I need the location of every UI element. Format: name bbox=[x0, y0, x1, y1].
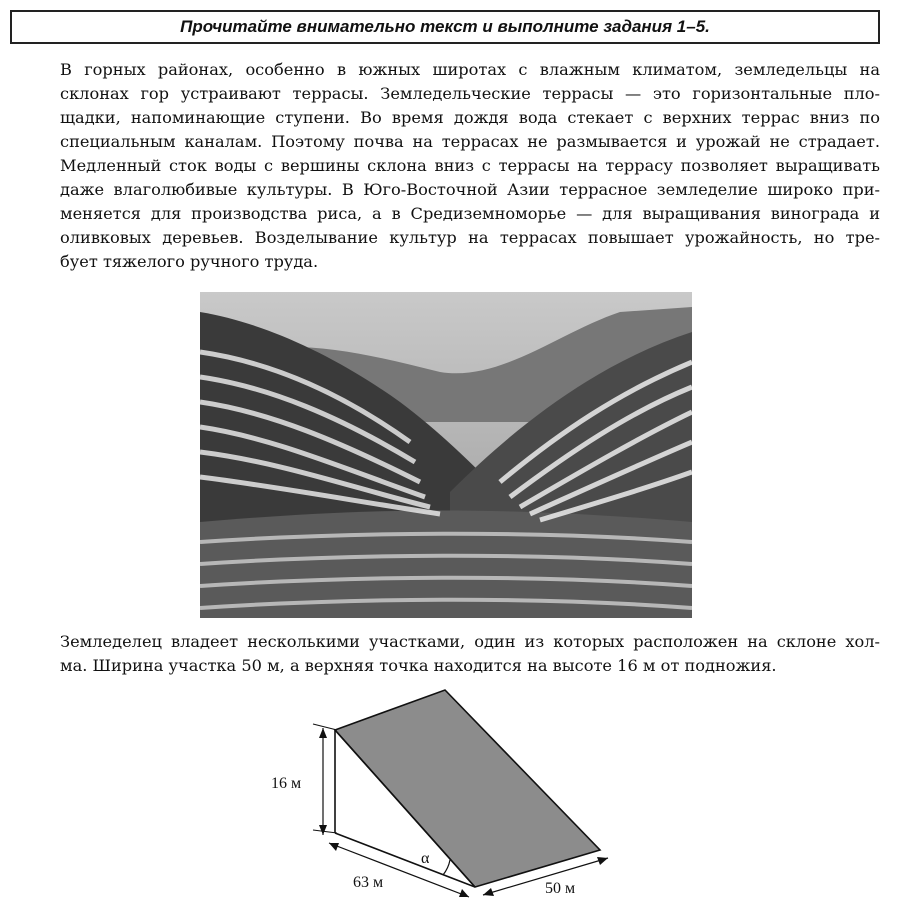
text-line: меняется для производства риса, а в Средиземноморье — для выращивания винограда и bbox=[60, 204, 880, 223]
arrowhead bbox=[483, 888, 494, 896]
text-line: оливковых деревьев. Возделывание культур на террасах повышает урожайность, но тре- bbox=[60, 228, 880, 247]
slope-diagram bbox=[255, 680, 655, 900]
terrace-photo bbox=[200, 292, 692, 618]
text-line: бует тяжелого ручного труда. bbox=[60, 252, 319, 271]
width-label: 50 м bbox=[545, 880, 576, 897]
task-paragraph bbox=[60, 630, 880, 678]
text-line: щадки, напоминающие ступени. Во время дождя вода стекает с верхних террас вниз по bbox=[60, 108, 880, 127]
text-line: даже влаголюбивые культуры. В Юго-Восточной Азии террасное земледелие широко при- bbox=[60, 180, 880, 199]
text-line: ма. Ширина участка 50 м, а верхняя точка находится на высоте 16 м от подножия. bbox=[60, 656, 777, 675]
arrowhead bbox=[319, 728, 327, 738]
extension-line bbox=[313, 830, 337, 833]
terrace-photo-image bbox=[200, 292, 692, 618]
arrowhead bbox=[329, 843, 339, 851]
angle-arc bbox=[443, 860, 450, 875]
height-label: 16 м bbox=[271, 775, 302, 792]
arrowhead bbox=[597, 857, 608, 865]
text-line: Земледелец владеет несколькими участками, один из которых расположен на склоне хол- bbox=[60, 632, 880, 651]
instruction-title: Прочитайте внимательно текст и выполните задания 1–5. bbox=[180, 17, 710, 36]
arrowhead bbox=[319, 825, 327, 835]
angle-label: α bbox=[421, 850, 430, 867]
plot-surface bbox=[335, 690, 600, 887]
text-line: специальным каналам. Поэтому почва на террасах не размывается и урожай не страдает. bbox=[60, 132, 880, 151]
intro-paragraph bbox=[60, 58, 880, 274]
arrowhead bbox=[459, 889, 469, 897]
instruction-header bbox=[10, 10, 880, 44]
text-line: В горных районах, особенно в южных широтах с влажным климатом, земледельцы на bbox=[60, 60, 880, 79]
text-line: Медленный сток воды с вершины склона вниз с террасы на террасу позволяет выращивать bbox=[60, 156, 880, 175]
text-line: склонах гор устраивают террасы. Земледельческие террасы — это горизонтальные пло- bbox=[60, 84, 880, 103]
extension-line bbox=[313, 724, 337, 730]
base-label: 63 м bbox=[353, 874, 384, 891]
